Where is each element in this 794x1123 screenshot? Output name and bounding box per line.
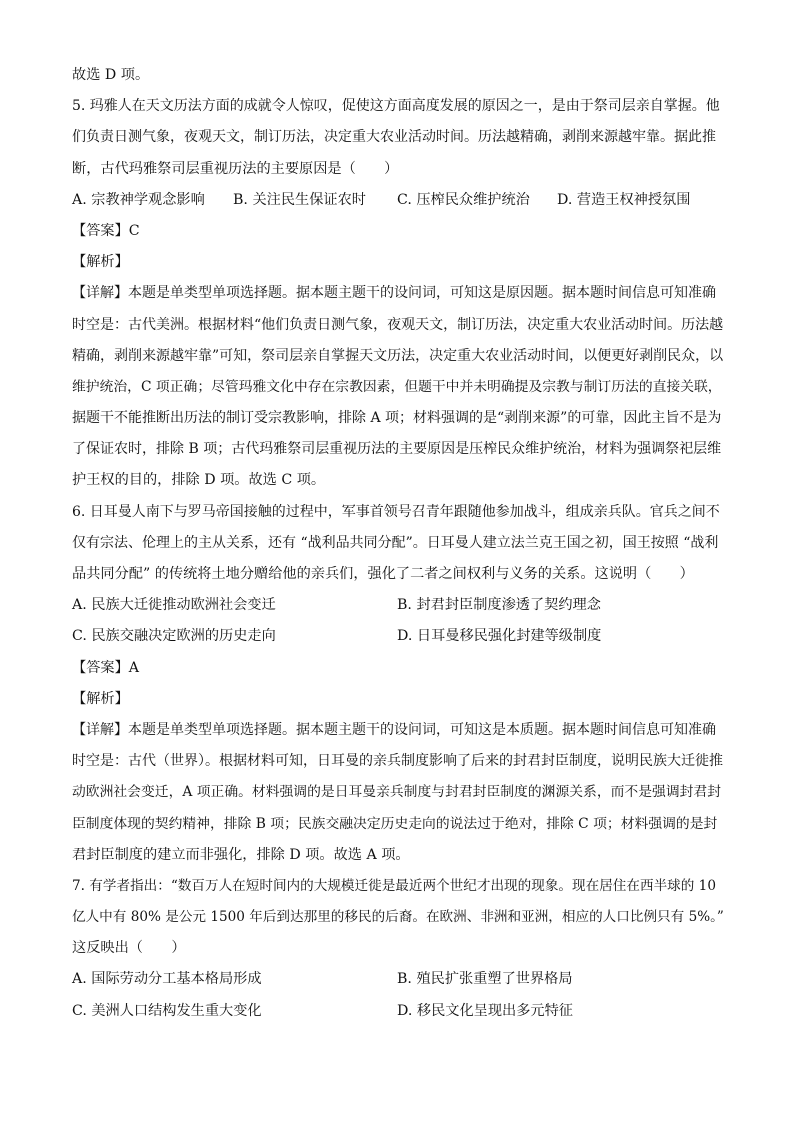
question-5-analysis-heading: 【解析】 <box>72 254 129 271</box>
question-5-option-a: A. 宗教神学观念影响 <box>72 191 205 208</box>
question-6-option-d: D. 日耳曼移民强化封建等级制度 <box>397 628 602 645</box>
question-6-analysis-heading: 【解析】 <box>72 690 129 707</box>
question-5-detail-line-3: 精确，剥削来源越牢靠”可知，祭司层亲自掌握天文历法，决定重大农业活动时间，以便更好剥削民众，以 <box>72 347 724 364</box>
question-6-options-row-2 <box>72 621 724 652</box>
question-5-stem-line-1: 5. 玛雅人在天文历法方面的成就令人惊叹，促使这方面高度发展的原因之一，是由于祭司层亲自掌握。他 <box>72 98 720 115</box>
question-7 <box>72 871 724 1027</box>
question-5-option-c: C. 压榨民众维护统治 <box>397 191 530 208</box>
question-6 <box>72 497 724 871</box>
question-5-options <box>72 185 724 216</box>
question-5-stem-line-3: 断，古代玛雅祭司层重视历法的主要原因是（ ） <box>72 160 399 177</box>
question-6-detail-line-5: 君封臣制度的建立而非强化，排除 D 项。故选 A 项。 <box>72 846 410 863</box>
question-7-option-c: C. 美洲人口结构发生重大变化 <box>72 1002 262 1019</box>
question-6-detail-line-1: 【详解】本题是单类型单项选择题。据本题主题干的设问词，可知这是本质题。据本题时间信息可知准确 <box>72 721 716 738</box>
question-5-detail-line-7: 护王权的目的，排除 D 项。故选 C 项。 <box>72 472 326 489</box>
question-6-option-b: B. 封君封臣制度渗透了契约理念 <box>397 597 601 614</box>
question-5-detail-line-4: 维护统治，C 项正确；尽管玛雅文化中存在宗教因素，但题干中并未明确提及宗教与制订历法的直接关联， <box>72 378 722 395</box>
question-5-answer: 【答案】C <box>72 222 140 239</box>
question-7-stem-line-1: 7. 有学者指出：“数百万人在短时间内的大规模迁徙是最近两个世纪才出现的现象。现在居住在西半球的 10 <box>72 877 716 894</box>
question-7-options-row-1 <box>72 964 724 995</box>
question-7-option-d: D. 移民文化呈现出多元特征 <box>397 1002 573 1019</box>
question-7-stem-line-2: 亿人中有 80% 是公元 1500 年后到达那里的移民的后裔。在欧洲、非洲和亚洲，相应的人口比例只有 5%。” <box>72 909 724 926</box>
question-5-option-b: B. 关注民生保证农时 <box>233 191 366 208</box>
question-6-detail-line-4: 臣制度体现的契约精神，排除 B 项；民族交融决定历史走向的说法过于绝对，排除 C 项；材料强调的是封 <box>72 815 718 832</box>
question-6-detail-line-2: 时空是：古代（世界）。根据材料可知，日耳曼的亲兵制度影响了后来的封君封臣制度，说明民族大迁徙推 <box>72 753 723 770</box>
question-6-detail-line-3: 动欧洲社会变迁，A 项正确。材料强调的是日耳曼亲兵制度与封君封臣制度的渊源关系，而不是强调封君封 <box>72 784 722 801</box>
question-7-stem-line-3: 这反映出（ ） <box>72 940 186 957</box>
question-5-detail-line-2: 时空是：古代美洲。根据材料“他们负责日测气象，夜观天文，制订历法，决定重大农业活动时间。历法越 <box>72 316 724 333</box>
question-7-option-a: A. 国际劳动分工基本格局形成 <box>72 971 262 988</box>
question-7-option-b: B. 殖民扩张重塑了世界格局 <box>397 971 573 988</box>
question-5-stem-line-2: 们负责日测气象，夜观天文，制订历法，决定重大农业活动时间。历法越精确，剥削来源越牢靠。据此推 <box>72 129 716 146</box>
prev-answer-conclusion: 故选 D 项。 <box>72 67 150 83</box>
document-page <box>72 60 724 1027</box>
question-5-detail-line-1: 【详解】本题是单类型单项选择题。据本题主题干的设问词，可知这是原因题。据本题时间信息可知准确 <box>72 285 716 302</box>
question-5-detail-line-6: 了保证农时，排除 B 项；古代玛雅祭司层重视历法的主要原因是压榨民众维护统治，材料为强调祭祀层维 <box>72 441 722 458</box>
question-5 <box>72 91 724 496</box>
question-6-answer: 【答案】A <box>72 659 139 676</box>
question-6-stem-line-2: 仅有宗法、伦理上的主从关系，还有 “战利品共同分配”。日耳曼人建立法兰克王国之初，国王按照 “战利 <box>72 534 719 551</box>
question-6-option-c: C. 民族交融决定欧洲的历史走向 <box>72 628 276 645</box>
question-6-stem-line-1: 6. 日耳曼人南下与罗马帝国接触的过程中，军事首领号召青年跟随他参加战斗，组成亲兵队。官兵之间不 <box>72 503 720 520</box>
question-7-options-row-2 <box>72 996 724 1027</box>
question-6-options-row-1 <box>72 590 724 621</box>
question-5-detail-line-5: 据题干不能推断出历法的制订受宗教影响，排除 A 项；材料强调的是“剥削来源”的可靠，因此主旨不是为 <box>72 410 722 427</box>
question-6-option-a: A. 民族大迁徙推动欧洲社会变迁 <box>72 597 276 614</box>
question-6-stem-line-3: 品共同分配” 的传统将土地分赠给他的亲兵们，强化了二者之间权利与义务的关系。这说明（ ） <box>72 566 694 582</box>
question-5-option-d: D. 营造王权神授氛围 <box>557 191 691 208</box>
